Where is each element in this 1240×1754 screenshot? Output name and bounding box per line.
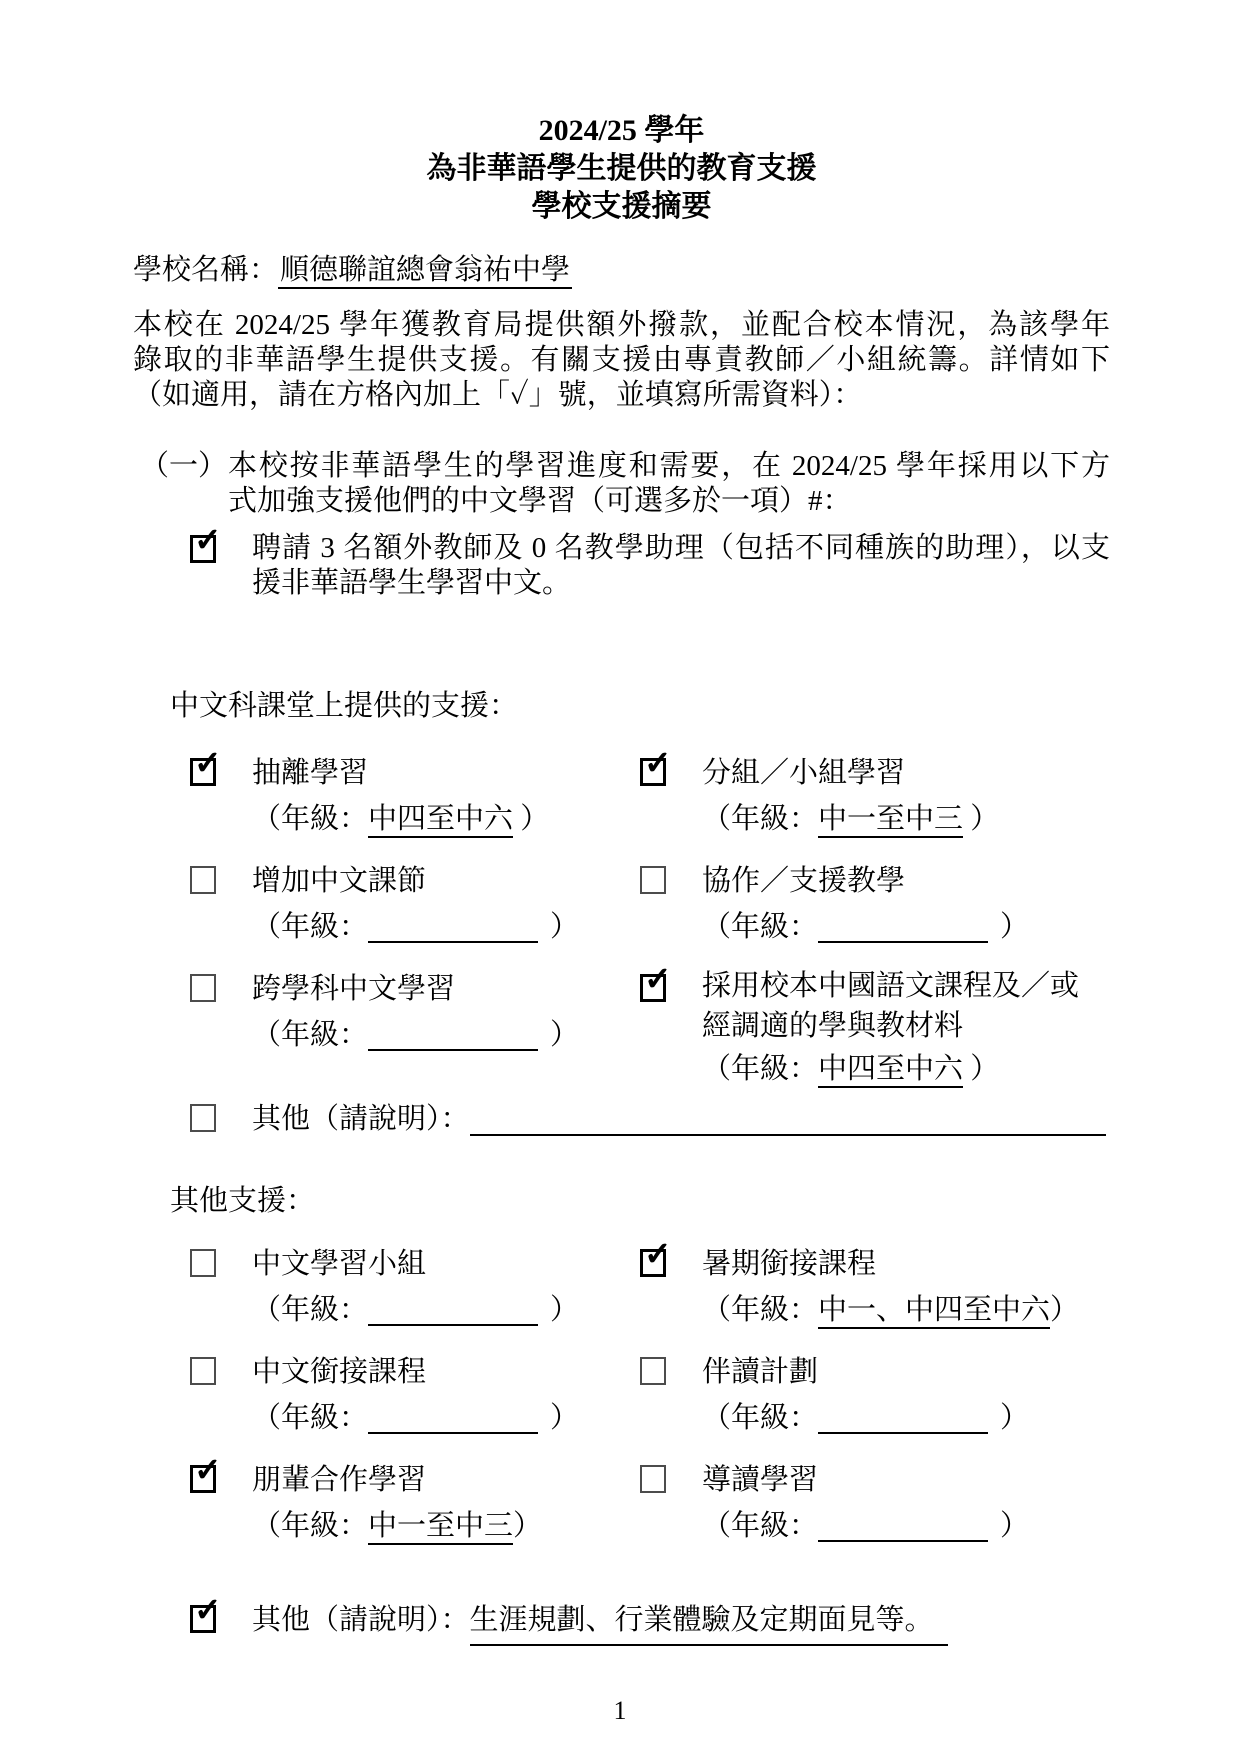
check-mark-icon: ✓: [194, 746, 222, 782]
check-mark-icon: ✓: [644, 962, 672, 998]
check-mark-icon: ✓: [194, 1453, 222, 1489]
other-support-grid: [133, 1237, 1110, 1549]
item-label: 抽離學習: [252, 757, 369, 789]
item-peer-learning: [190, 1453, 640, 1549]
other-final-label: 其他（請說明）：: [252, 1604, 470, 1636]
item-label: 暑期銜接課程: [702, 1248, 877, 1280]
item-pullout-learning: [190, 746, 640, 842]
grade-line: [190, 904, 640, 950]
grade-close: ）: [963, 803, 1000, 835]
grade-prefix: （年級：: [252, 911, 369, 943]
item-label: 分組／小組學習: [702, 757, 906, 789]
grade-blank-field[interactable]: [368, 911, 538, 943]
grade-line: [640, 1287, 1110, 1333]
grid-row: [133, 1349, 1110, 1441]
grade-close: ）: [550, 1294, 580, 1326]
grade-prefix: （年級：: [702, 803, 819, 835]
item-label: 伴讀計劃: [702, 1356, 819, 1388]
check-mark-icon: ✓: [194, 1593, 222, 1629]
grade-close: ）: [1000, 911, 1030, 943]
grade-value: 中一、中四至中六: [818, 1294, 1050, 1329]
grade-close: ）: [550, 1019, 580, 1051]
grade-prefix: （年級：: [702, 1402, 819, 1434]
item-guided-reading: [640, 1457, 1110, 1549]
item-label: 跨學科中文學習: [252, 973, 456, 1005]
group-learning-checkbox[interactable]: [640, 746, 672, 786]
school-name-field[interactable]: 順德聯誼總會翁祐中學: [278, 254, 572, 289]
school-name-line: [133, 252, 1110, 288]
grade-blank-field[interactable]: [818, 1510, 988, 1542]
other-in-class-label: 其他（請說明）：: [252, 1103, 470, 1135]
class-support-heading: 中文科課堂上提供的支援：: [170, 690, 519, 722]
section-one-line-2: 式加強支援他們的中文學習（可選多於一項）#：: [228, 485, 852, 517]
grade-blank-field[interactable]: [818, 911, 988, 943]
guided-reading-checkbox[interactable]: [640, 1465, 666, 1493]
item-hire-teachers: [133, 523, 1110, 601]
other-final-value: 生涯規劃、行業體驗及定期面見等。: [470, 1597, 948, 1646]
document-title: [133, 112, 1110, 226]
cross-curricular-checkbox[interactable]: [190, 974, 216, 1002]
hire-checkbox[interactable]: [190, 523, 222, 563]
chinese-learning-group-checkbox[interactable]: [190, 1249, 216, 1277]
grade-close: ）: [1000, 1510, 1030, 1542]
item-reading-companion: [640, 1349, 1110, 1441]
grade-blank-field[interactable]: [368, 1402, 538, 1434]
chinese-bridging-checkbox[interactable]: [190, 1357, 216, 1385]
grade-line: [640, 796, 1110, 842]
grade-prefix: （年級：: [702, 1294, 819, 1326]
collaborative-teaching-checkbox[interactable]: [640, 866, 666, 894]
item-chinese-bridging: [190, 1349, 640, 1441]
grade-value: 中四至中六: [368, 803, 513, 838]
item-other-in-class: [133, 1096, 1110, 1142]
grade-close: ）: [963, 1053, 1000, 1085]
other-in-class-checkbox[interactable]: [190, 1104, 216, 1132]
grade-prefix: （年級：: [252, 1510, 369, 1542]
check-mark-icon: ✓: [644, 1237, 672, 1273]
intro-paragraph: [133, 308, 1110, 413]
additional-lessons-checkbox[interactable]: [190, 866, 216, 894]
title-line-summary: 學校支援摘要: [531, 190, 712, 223]
grid-row: [133, 746, 1110, 842]
grade-line: [640, 904, 1110, 950]
title-line-year: 2024/25 學年: [538, 114, 705, 147]
grade-line: [190, 1012, 640, 1058]
section-one-line-1: 本校按非華語學生的學習進度和需要，在 2024/25 學年採用以下方: [228, 450, 1110, 482]
hire-text: [252, 531, 1110, 601]
class-support-grid: [133, 746, 1110, 1092]
other-support-heading: 其他支援：: [170, 1185, 316, 1217]
grid-row: [133, 1237, 1110, 1333]
grade-value: 中四至中六: [818, 1053, 963, 1088]
school-based-curriculum-checkbox[interactable]: [640, 962, 672, 1002]
item-chinese-learning-group: [190, 1241, 640, 1333]
grade-line: [640, 1503, 1110, 1549]
check-mark-icon: ✓: [194, 523, 222, 559]
grade-close: ）: [550, 1402, 580, 1434]
grid-row: [133, 858, 1110, 950]
item-label: 朋輩合作學習: [252, 1464, 427, 1496]
item-label-line-2: 經調適的學與教材料: [702, 1010, 964, 1042]
grade-prefix: （年級：: [702, 1053, 819, 1085]
intro-line-2: 錄取的非華語學生提供支援。有關支援由專責教師／小組統籌。詳情如下: [133, 344, 1110, 376]
pullout-learning-checkbox[interactable]: [190, 746, 222, 786]
item-group-learning: [640, 746, 1110, 842]
grade-close: ）: [1000, 1402, 1030, 1434]
summer-bridging-checkbox[interactable]: [640, 1237, 672, 1277]
grade-line: [190, 796, 640, 842]
item-label: 導讀學習: [702, 1464, 819, 1496]
grade-line: [190, 1287, 640, 1333]
intro-line-1: 本校在 2024/25 學年獲教育局提供額外撥款，並配合校本情況，為該學年: [133, 309, 1110, 341]
item-cross-curricular-chinese: [190, 966, 640, 1092]
item-additional-chinese-lessons: [190, 858, 640, 950]
intro-line-3: （如適用，請在方格內加上「✓」號，並填寫所需資料）：: [133, 379, 863, 411]
grade-close: ）: [550, 911, 580, 943]
grid-row: [133, 962, 1110, 1092]
hire-text-line-1: 聘請 3 名額外教師及 0 名教學助理（包括不同種族的助理），以支: [252, 532, 1110, 564]
school-name-label: 學校名稱：: [133, 254, 279, 286]
grade-close: ）: [513, 803, 550, 835]
grade-blank-field[interactable]: [368, 1019, 538, 1051]
grade-value: 中一至中三: [818, 803, 963, 838]
reading-companion-checkbox[interactable]: [640, 1357, 666, 1385]
grade-line: [190, 1503, 640, 1549]
item-label: 中文學習小組: [252, 1248, 427, 1280]
grade-prefix: （年級：: [702, 911, 819, 943]
section-one-text: [228, 449, 1110, 519]
grade-prefix: （年級：: [702, 1510, 819, 1542]
section-one: [133, 449, 1110, 519]
grade-prefix: （年級：: [252, 1294, 369, 1326]
item-label: [702, 966, 1079, 1046]
grade-prefix: （年級：: [252, 803, 369, 835]
other-in-class-blank-field[interactable]: [470, 1096, 1106, 1136]
grade-line: [640, 1046, 1110, 1092]
title-line-programme: 為非華語學生提供的教育支援: [426, 152, 817, 185]
grade-value: 中一至中三: [368, 1510, 513, 1545]
grade-close: ）: [513, 1510, 543, 1542]
item-label: 增加中文課節: [252, 865, 427, 897]
grade-line: [190, 1395, 640, 1441]
grid-row: [133, 1453, 1110, 1549]
grade-prefix: （年級：: [252, 1019, 369, 1051]
check-mark-icon: ✓: [644, 746, 672, 782]
grade-close: ）: [1050, 1294, 1080, 1326]
page-number: 1: [613, 1696, 627, 1725]
section-one-marker: （一）: [140, 450, 228, 482]
peer-learning-checkbox[interactable]: [190, 1453, 222, 1493]
item-label-line-1: 採用校本中國語文課程及／或: [702, 970, 1080, 1002]
grade-blank-field[interactable]: [368, 1294, 538, 1326]
hire-text-line-2: 援非華語學生學習中文。: [252, 567, 572, 599]
grade-blank-field[interactable]: [818, 1402, 988, 1434]
item-label: 協作／支援教學: [702, 865, 906, 897]
other-final-checkbox[interactable]: [190, 1593, 222, 1633]
item-other-support-final: [133, 1593, 1110, 1646]
item-label: 中文銜接課程: [252, 1356, 427, 1388]
item-collaborative-teaching: [640, 858, 1110, 950]
item-school-based-curriculum: [640, 962, 1110, 1092]
grade-prefix: （年級：: [252, 1402, 369, 1434]
item-summer-bridging: [640, 1237, 1110, 1333]
grade-line: [640, 1395, 1110, 1441]
